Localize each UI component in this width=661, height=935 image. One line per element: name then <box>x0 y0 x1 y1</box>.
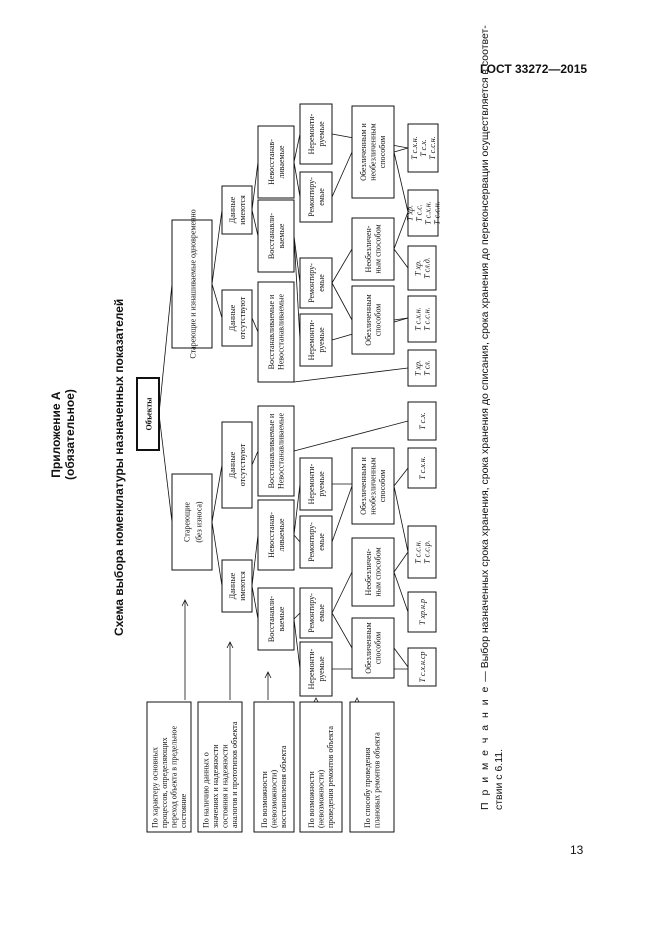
l <box>294 236 300 283</box>
indicator-6-line-2: Т сл. <box>422 360 432 376</box>
criterion-1-line-1: По характеру основных <box>150 747 160 828</box>
l <box>294 619 300 669</box>
diagram-boxes <box>137 104 442 832</box>
data-yes-left-line-1: Данные <box>227 572 237 600</box>
l <box>394 249 408 268</box>
indicator-7 <box>408 296 436 342</box>
criterion-3-line-3: восстановления объекта <box>279 745 289 828</box>
note-label: П р и м е ч а н и е <box>479 684 491 810</box>
l <box>332 152 352 197</box>
nonrepairable-3-line-2: руемые <box>316 327 326 353</box>
criterion-1-line-2: процессов, определяющих <box>159 737 169 828</box>
both-2 <box>352 106 394 198</box>
nonrepairable-1-line-2: руемые <box>316 656 326 682</box>
both-1-line-1: Обезличенным и <box>359 457 369 515</box>
restorable-right <box>258 200 294 272</box>
criterion-1 <box>147 702 191 832</box>
l <box>294 613 300 619</box>
nonrepairable-4-line-1: Неремонти- <box>306 113 316 155</box>
indicator-10-line-2: Т с.х. <box>419 139 428 157</box>
indicator-3-line-2: Т с.с.р. <box>422 540 432 564</box>
nondepersonal-1 <box>352 538 394 606</box>
indicator-3-line-1: Т с.с.н. <box>413 540 423 564</box>
restorable-left <box>258 588 294 650</box>
l <box>394 148 408 152</box>
l <box>394 648 408 667</box>
indicator-1-line-1: Т с.х.н.ср <box>418 651 427 683</box>
l <box>212 465 222 522</box>
restorable-left-line-1: Восстанавли- <box>266 595 276 643</box>
nonrestorable-left <box>258 500 294 570</box>
indicator-9-line-3: Т с.х.н. <box>423 201 433 225</box>
l <box>394 552 408 572</box>
objects-node <box>137 378 159 450</box>
criterion-5-line-2: плановых ремонтов объекта <box>372 732 382 828</box>
data-yes-left <box>222 560 252 612</box>
rest-or-non-left-line-1: Восстанавливаемые и <box>266 413 276 489</box>
both-1-line-2: необезличенным <box>368 457 378 515</box>
restorable-right-line-2: ваемые <box>276 223 286 249</box>
data-no-right-line-1: Данные <box>227 304 237 332</box>
nondepersonal-2-line-1: Необезличен- <box>363 225 373 273</box>
data-no-right <box>222 290 252 346</box>
indicator-6-line-1: Т хр. <box>413 360 423 376</box>
link-root-aging <box>159 414 172 522</box>
indicator-4-line-1: Т с.х.н. <box>418 456 427 480</box>
l <box>294 484 300 535</box>
l <box>212 210 222 284</box>
l <box>252 451 258 465</box>
l <box>332 283 352 320</box>
indicator-4 <box>408 448 436 488</box>
rest-or-non-left <box>258 406 294 496</box>
restorable-left-line-2: ваемые <box>276 606 286 632</box>
l <box>252 535 258 586</box>
data-no-left <box>222 422 252 508</box>
criterion-2-line-3: состояния и надежности <box>220 744 230 828</box>
nonrestorable-left-line-2: ливаемые <box>276 518 286 552</box>
l <box>252 318 258 332</box>
indicator-10 <box>408 124 438 172</box>
appendix-subtitle: (обязательное) <box>63 389 77 480</box>
indicator-9-line-4: Т с.с.н. <box>432 201 442 225</box>
data-yes-right-line-1: Данные <box>227 196 237 224</box>
data-no-left-line-2: отсутствуют <box>237 443 247 487</box>
nonrepairable-2-line-1: Неремонти- <box>306 463 316 505</box>
nonrestorable-right-line-1: Невосстанав- <box>266 139 276 185</box>
criterion-1-line-4: состояние <box>178 793 188 828</box>
indicator-2 <box>408 592 436 632</box>
criterion-3 <box>254 702 294 832</box>
criterion-2-line-2: значениях и надежности <box>210 744 220 828</box>
repairable-1-line-2: емые <box>316 604 326 622</box>
l <box>394 468 408 486</box>
nondepersonal-2 <box>352 218 394 280</box>
criterion-5-line-1: По способу проведения <box>362 747 372 828</box>
appendix-title: Приложение А <box>49 391 63 478</box>
rest-or-non-right-line-1: Восстанавливаемые и <box>266 294 276 370</box>
l <box>394 572 408 612</box>
l <box>394 152 408 212</box>
indicator-7-line-1: Т с.х.н. <box>413 307 423 331</box>
data-yes-right-line-2: имеются <box>237 195 247 225</box>
criterion-2 <box>198 702 242 832</box>
indicator-10-line-1: Т с.х.н. <box>410 136 419 160</box>
l <box>332 249 352 283</box>
nonrepairable-2-line-2: руемые <box>316 471 326 497</box>
criterion-1-line-3: переход объекта в предельное <box>169 726 179 828</box>
both-1-line-3: способом <box>378 469 388 503</box>
nondepersonal-1-line-1: Необезличен- <box>363 548 373 596</box>
restorable-right-line-1: Восстанавли- <box>266 212 276 260</box>
indicator-8 <box>408 246 436 290</box>
nonrepairable-1 <box>300 642 332 696</box>
l <box>332 613 352 648</box>
scheme-title: Схема выбора номенклатуры назначенных показателей <box>112 298 126 636</box>
indicator-8-line-1: Т хр. <box>413 260 423 276</box>
indicator-6 <box>408 350 436 386</box>
criterion-4 <box>300 702 342 832</box>
criterion-4-line-2: (невозможности) <box>316 769 326 828</box>
nonrepairable-3-line-1: Неремонти- <box>306 319 316 361</box>
indicator-9 <box>406 190 442 236</box>
rest-or-non-left-line-2: Невосстанавливаемые <box>276 412 286 490</box>
criterion-2-line-1: По наличию данных о <box>201 752 211 828</box>
nonrestorable-right-line-2: ливаемые <box>276 145 286 179</box>
l <box>294 162 300 197</box>
l <box>394 486 408 552</box>
l <box>294 421 408 451</box>
repairable-4-line-2: емые <box>316 188 326 206</box>
nonrepairable-3 <box>300 314 332 366</box>
l <box>294 236 300 340</box>
repairable-2-line-1: Ремонтиру- <box>306 522 316 562</box>
objects-node-line-1: Объекты <box>144 397 154 431</box>
data-yes-right <box>222 186 252 234</box>
data-no-left-line-1: Данные <box>227 451 237 479</box>
depersonal-2 <box>352 286 394 354</box>
l <box>252 586 258 619</box>
nonrepairable-1-line-1: Неремонти- <box>306 648 316 690</box>
aging-node <box>172 474 212 570</box>
aging-node-line-1: Стареющие <box>182 502 192 542</box>
aging-node-line-2: (без износа) <box>194 501 204 543</box>
repairable-4-line-1: Ремонтиру- <box>306 177 316 217</box>
page-number: 13 <box>570 843 584 857</box>
both-1 <box>352 448 394 524</box>
l <box>332 572 352 613</box>
indicator-5 <box>408 402 436 440</box>
repairable-3-line-1: Ремонтиру- <box>306 263 316 303</box>
aging-wear-node <box>172 209 212 358</box>
l <box>294 368 408 382</box>
nonrepairable-4-line-2: руемые <box>316 121 326 147</box>
data-no-right-line-2: отсутствуют <box>237 296 247 340</box>
note-text: — Выбор назначенных срока хранения, срока хранения до списания, срока хранения до переконсервации осуществляется в соответ- <box>479 25 491 685</box>
l <box>252 162 258 210</box>
repairable-2 <box>300 516 332 568</box>
nonrepairable-4 <box>300 104 332 164</box>
indicator-1 <box>408 648 436 686</box>
l <box>332 486 352 542</box>
nonrestorable-left-line-1: Невосстанав- <box>266 512 276 558</box>
repairable-3 <box>300 258 332 308</box>
indicator-7-line-2: Т с.с.н. <box>422 307 432 331</box>
link-root-agingwear <box>159 284 172 414</box>
l <box>252 210 258 236</box>
l <box>294 134 300 162</box>
l <box>212 284 222 318</box>
l <box>294 535 300 542</box>
l <box>212 522 222 586</box>
criterion-3-line-2: (невозможности) <box>269 769 279 828</box>
data-yes-left-line-2: имеются <box>237 571 247 601</box>
aging-wear-node-line-1: Стареющие и изнашиваемые одновременно <box>188 209 198 359</box>
repairable-2-line-2: емые <box>316 533 326 551</box>
note-text-continued: ствии с 6.11. <box>493 748 505 810</box>
nondepersonal-1-line-2: ным способом <box>373 547 383 597</box>
criterion-5 <box>350 702 394 832</box>
both-2-line-3: способом <box>378 135 388 169</box>
indicator-2-line-1: Т хр.н.р <box>418 599 427 625</box>
aging-node-frame <box>172 474 212 570</box>
indicator-3 <box>408 526 436 578</box>
rest-or-non-right <box>258 282 294 382</box>
criterion-4-line-3: проведения ремонтов объекта <box>326 726 336 828</box>
criterion-4-line-1: По возможности <box>307 771 317 828</box>
criterion-2-line-4: аналогов и прототипов объекта <box>229 721 239 828</box>
repairable-4 <box>300 172 332 222</box>
indicator-5-line-1: Т с.х. <box>418 412 427 430</box>
nonrepairable-2 <box>300 458 332 510</box>
nonrestorable-right <box>258 126 294 198</box>
both-2-line-1: Обезличенным и <box>359 123 369 181</box>
depersonal-2-line-1: Обезличенным <box>363 294 373 346</box>
depersonal-1-line-2: способом <box>373 631 383 665</box>
depersonal-2-line-2: способом <box>373 303 383 337</box>
repairable-1 <box>300 588 332 638</box>
repairable-3-line-2: емые <box>316 274 326 292</box>
criterion-3-line-1: По возможности <box>260 771 270 828</box>
indicator-8-line-2: Т сл.д. <box>422 257 432 279</box>
indicator-9-line-2: Т с.с. <box>414 204 424 222</box>
indicator-9-line-1: Т хр. <box>405 205 415 221</box>
nondepersonal-2-line-2: ным способом <box>373 224 383 274</box>
depersonal-1-line-1: Обезличенным <box>363 622 373 674</box>
rest-or-non-right-line-2: Невосстанавливаемые <box>276 293 286 371</box>
depersonal-1 <box>352 618 394 678</box>
standard-number: ГОСТ 33272—2015 <box>480 62 588 76</box>
both-2-line-2: необезличенным <box>368 123 378 181</box>
repairable-1-line-1: Ремонтиру- <box>306 593 316 633</box>
indicator-10-line-3: Т с.с.н. <box>428 136 437 160</box>
